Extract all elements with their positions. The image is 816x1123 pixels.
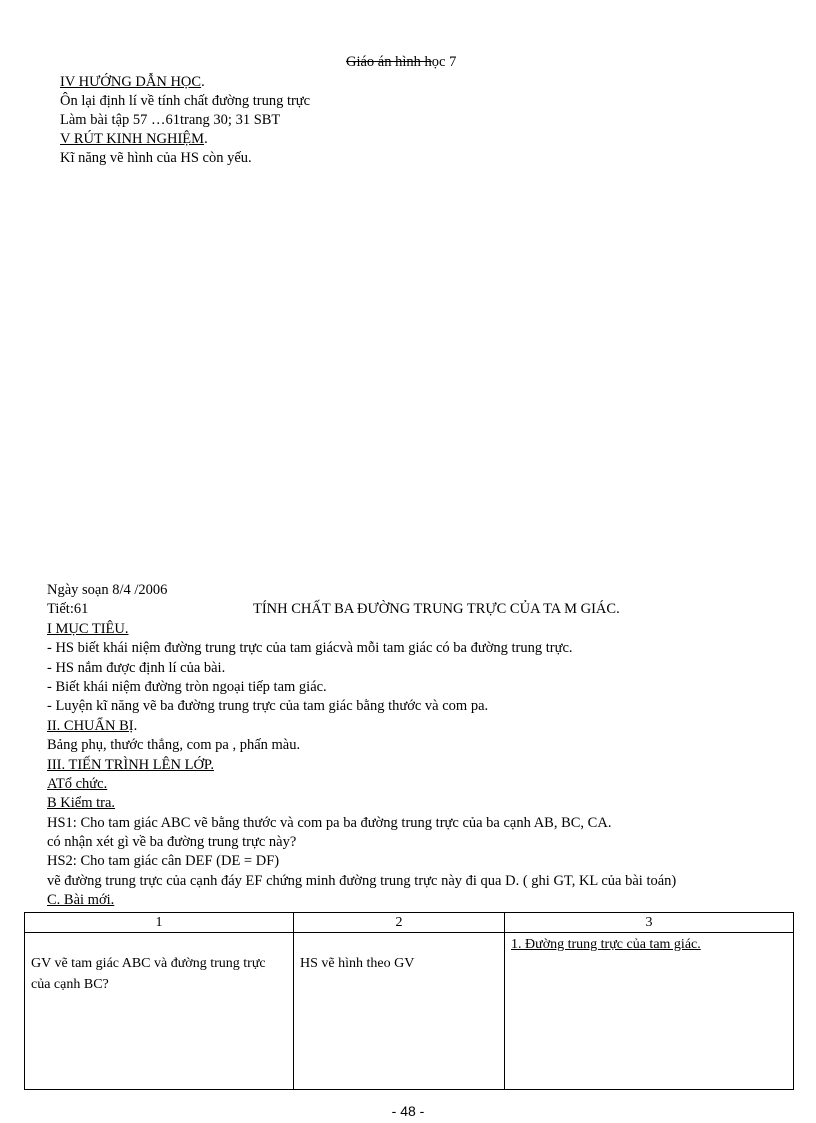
page-header: [346, 53, 456, 71]
hs2-line-1: HS2: Cho tam giác cân DEF (DE = DF): [47, 853, 280, 870]
header-rest-text: ọc 7: [431, 54, 457, 70]
hs2-line-2: vẽ đường trung trực của cạnh đáy EF chứng minh đường trung trực này đi qua D. ( ghi GT, KL của bài toán): [47, 872, 677, 889]
guidance-line-2: Làm bài tập 57 …61trang 30; 31 SBT: [60, 112, 281, 128]
lesson-date: Ngày soạn 8/4 /2006: [47, 582, 168, 598]
materials-line: Bảng phụ, thước thẳng, com pa , phấn màu.: [47, 737, 301, 754]
heading-iv: IV HƯỚNG DẪN HỌC.: [60, 74, 205, 90]
section-objectives-heading: I MỤC TIÊU.: [47, 620, 129, 637]
table-header-row: [25, 913, 794, 933]
table-header-2: 2: [294, 913, 505, 933]
content-cell: 1. Đường trung trực của tam giác.: [505, 933, 794, 1090]
student-activity-cell: HS vẽ hình theo GV: [294, 933, 505, 1090]
period-title-row: [47, 600, 676, 619]
guidance-line-1: Ôn lại định lí về tính chất đường trung trực: [60, 93, 311, 109]
header-strike-text: Giáo án hình h: [346, 54, 432, 70]
hs1-line-1: HS1: Cho tam giác ABC vẽ bằng thước và com pa ba đường trung trực của ba cạnh AB, BC, CA.: [47, 814, 612, 831]
hs1-line-2: có nhận xét gì về ba đường trung trực này?: [47, 834, 297, 851]
section-preparation-heading: II. CHUẨN BỊ.: [47, 717, 138, 734]
objective-item: - Luyện kĩ năng vẽ ba đường trung trực của tam giác bằng thước và com pa.: [47, 698, 489, 715]
table-header-1: 1: [25, 913, 294, 933]
lesson-title: TÍNH CHẤT BA ĐƯỜNG TRUNG TRỰC CỦA TA M GIÁC.: [253, 601, 620, 618]
subsection-b: B Kiểm tra.: [47, 795, 116, 812]
objective-item: - Biết khái niệm đường tròn ngoại tiếp tam giác.: [47, 678, 327, 695]
heading-v: V RÚT KINH NGHIỆM.: [60, 131, 208, 147]
subsection-c: C. Bài mới.: [47, 892, 115, 909]
lesson-section: [47, 581, 676, 911]
lesson-table: [24, 912, 794, 1090]
objective-item: - HS nắm được định lí của bài.: [47, 659, 226, 676]
table-header-3: 3: [505, 913, 794, 933]
experience-line: Kĩ năng vẽ hình của HS còn yếu.: [60, 150, 252, 166]
section-process-heading: III. TIẾN TRÌNH LÊN LỚP.: [47, 756, 214, 773]
page-number: - 48 -: [391, 1103, 425, 1119]
subsection-a: ATổ chức.: [47, 775, 108, 792]
lesson-period: Tiết:61: [47, 601, 89, 618]
objective-item: - HS biết khái niệm đường trung trực của tam giácvà mỗi tam giác có ba đường trung trực.: [47, 640, 573, 657]
teacher-activity-cell: GV vẽ tam giác ABC và đường trung trực của cạnh BC?: [25, 933, 294, 1090]
guidance-section: [60, 73, 310, 168]
table-row: [25, 933, 794, 1090]
